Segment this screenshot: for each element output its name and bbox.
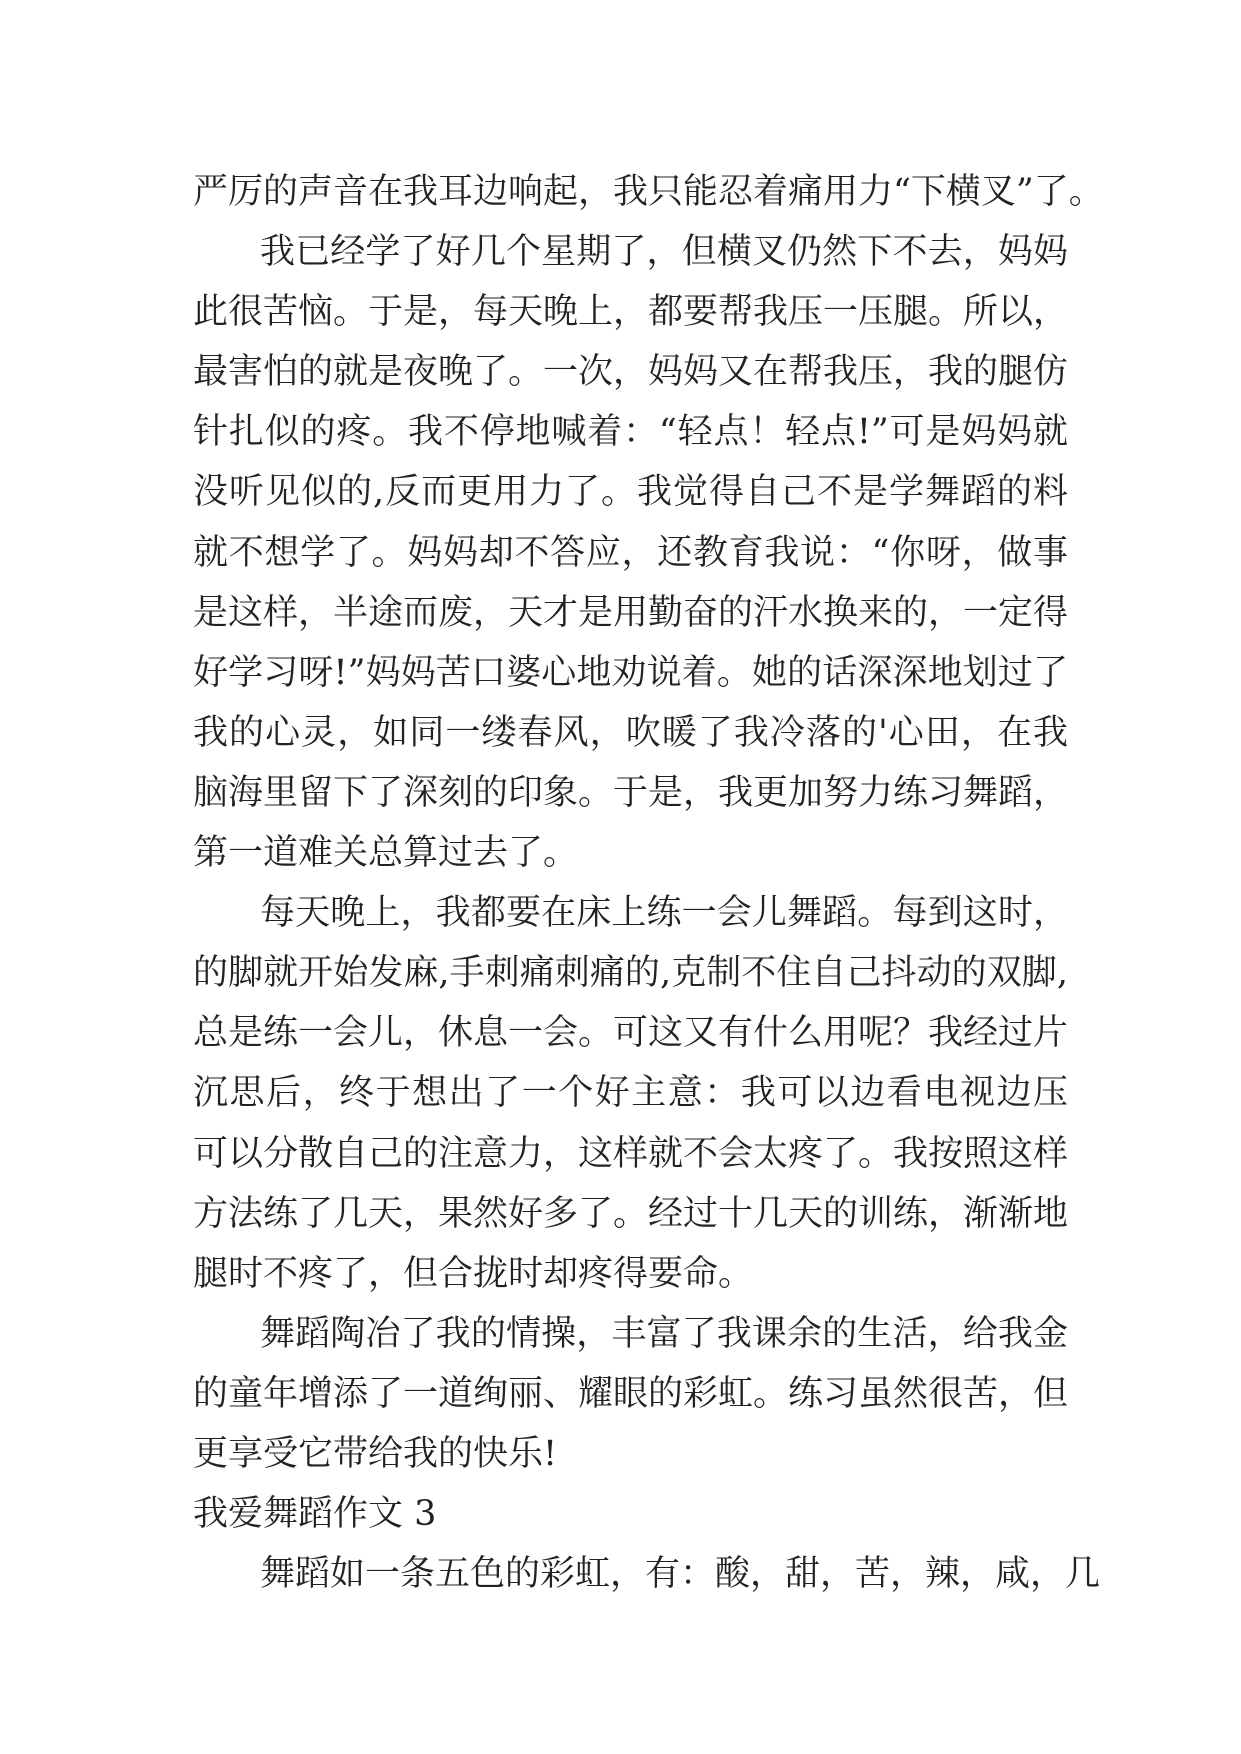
paragraph — [193, 883, 1068, 1304]
paragraph-line: 舞蹈如一条五色的彩虹，有：酸，甜，苦，辣，咸，几 — [260, 1554, 1101, 1595]
paragraph-line: 第一道难关总算过去了。 — [193, 833, 579, 874]
paragraph-line: 我的心灵，如同一缕春风，吹暖了我冷落的'心田，在我 — [193, 712, 1068, 753]
paragraph-line: 可以分散自己的注意力，这样就不会太疼了。我按照这样 — [193, 1133, 1068, 1174]
paragraph-line: 腿时不疼了，但合拢时却疼得要命。 — [193, 1253, 754, 1294]
paragraph-line: 沉思后，终于想出了一个好主意：我可以边看电视边压 — [193, 1073, 1068, 1114]
document-body — [193, 162, 1104, 1604]
paragraph-line: 每天晚上，我都要在床上练一会儿舞蹈。每到这时， — [260, 893, 1068, 934]
paragraph — [193, 222, 1068, 883]
paragraph-line: 我已经学了好几个星期了，但横叉仍然下不去，妈妈 — [260, 232, 1068, 273]
paragraph-line: 严厉的声音在我耳边响起，我只能忍着痛用力“下横叉”了。 — [193, 172, 1104, 212]
paragraph-line: 方法练了几天，果然好多了。经过十几天的训练，渐渐地 — [193, 1193, 1068, 1234]
paragraph — [193, 162, 1104, 222]
paragraph-line: 就不想学了。妈妈却不答应，还教育我说：“你呀，做事 — [193, 532, 1068, 573]
paragraph-line: 是这样，半途而废，天才是用勤奋的汗水换来的，一定得 — [193, 592, 1068, 633]
paragraph-line: 没听见似的,反而更用力了。我觉得自己不是学舞蹈的料 — [193, 472, 1068, 513]
paragraph — [193, 1544, 1101, 1604]
paragraph-line: 舞蹈陶冶了我的情操，丰富了我课余的生活，给我金 — [260, 1313, 1068, 1354]
paragraph-line: 此很苦恼。于是，每天晚上，都要帮我压一压腿。所以， — [193, 292, 1068, 333]
paragraph-line: 的脚就开始发麻,手刺痛刺痛的,克制不住自己抖动的双脚, — [193, 953, 1068, 994]
paragraph-line: 最害怕的就是夜晚了。一次，妈妈又在帮我压，我的腿仿 — [193, 352, 1068, 393]
paragraph-line: 脑海里留下了深刻的印象。于是，我更加努力练习舞蹈， — [193, 772, 1068, 813]
paragraph-line: 更享受它带给我的快乐! — [193, 1433, 558, 1474]
heading-text: 我爱舞蹈作文 3 — [193, 1494, 437, 1535]
paragraph-line: 针扎似的疼。我不停地喊着：“轻点！轻点!”可是妈妈就 — [193, 412, 1068, 453]
section-heading — [193, 1484, 1068, 1544]
paragraph-line: 好学习呀!”妈妈苦口婆心地劝说着。她的话深深地划过了 — [193, 652, 1068, 693]
paragraph-line: 总是练一会儿，休息一会。可这又有什么用呢？我经过片 — [193, 1013, 1068, 1054]
paragraph-line: 的童年增添了一道绚丽、耀眼的彩虹。练习虽然很苦，但 — [193, 1373, 1068, 1414]
paragraph — [193, 1304, 1068, 1484]
